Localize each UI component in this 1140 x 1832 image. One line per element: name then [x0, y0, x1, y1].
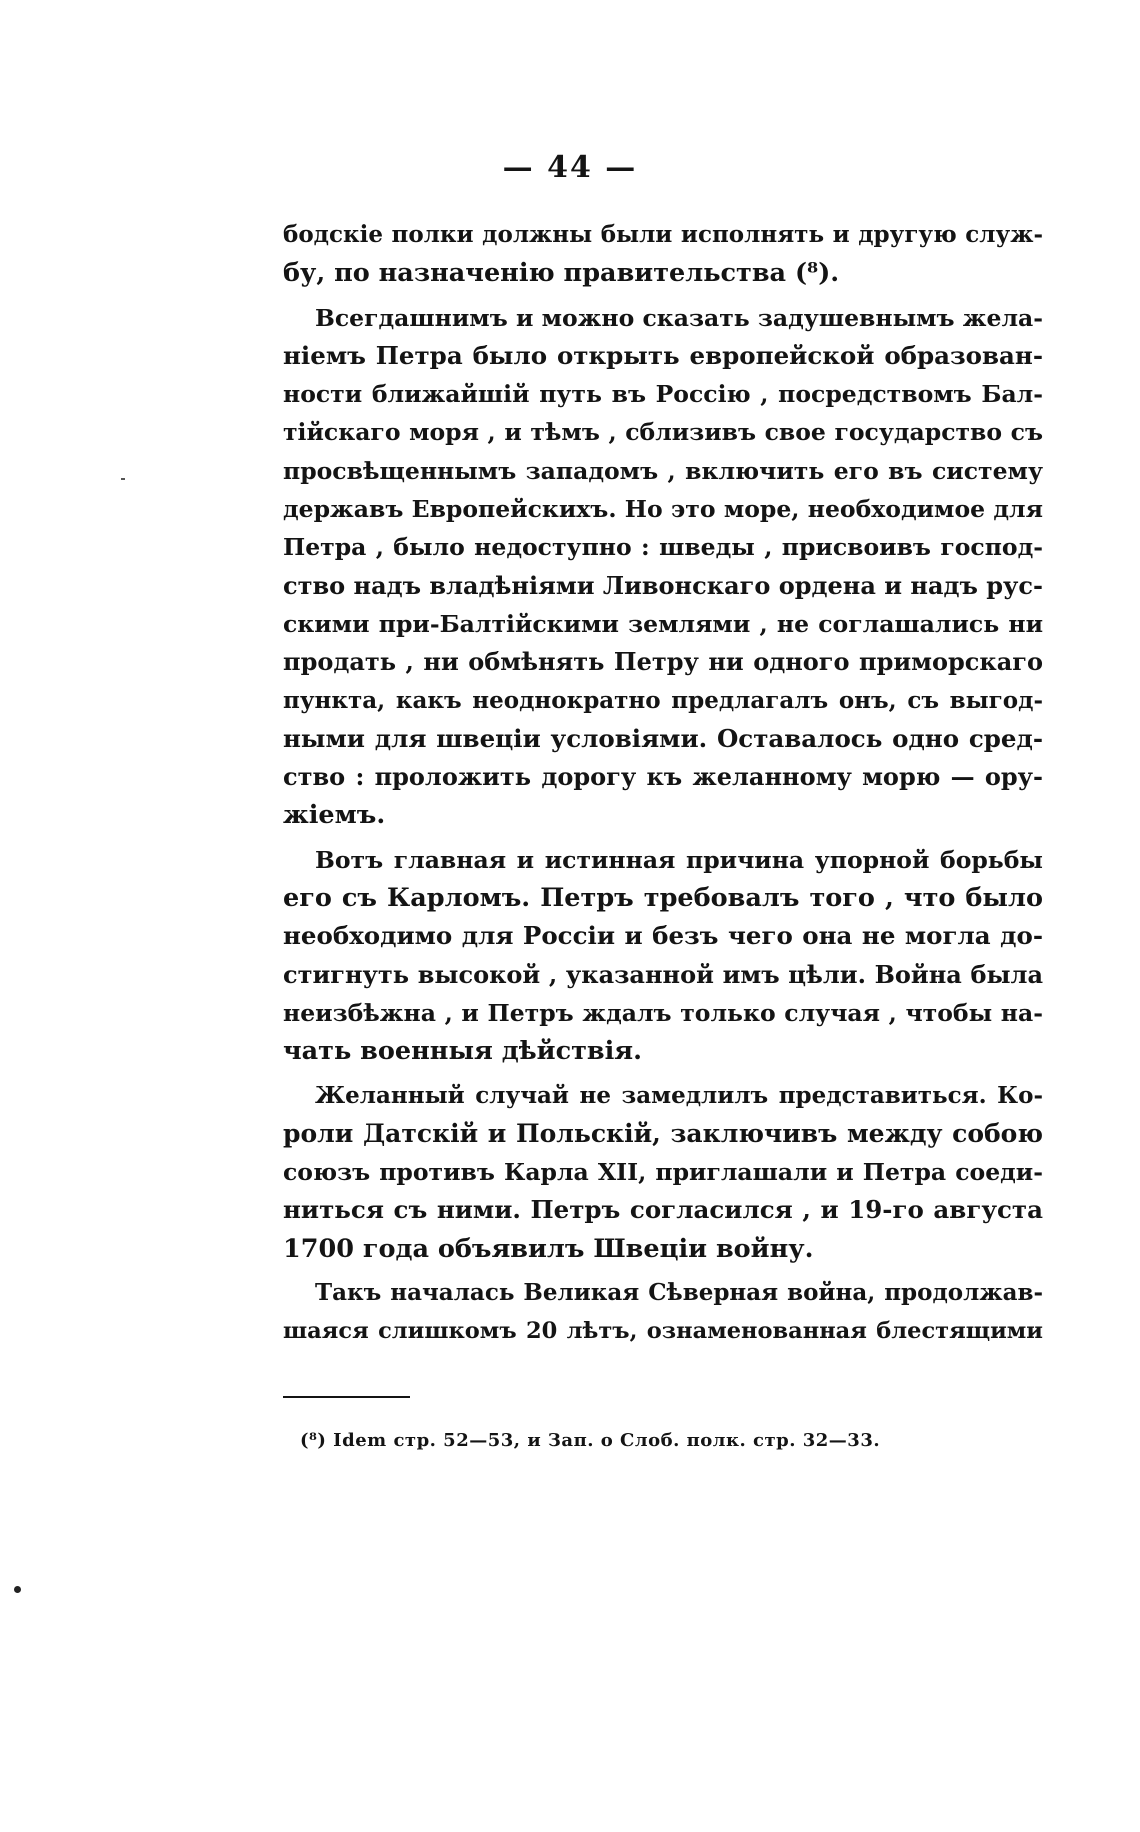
text-line: ство надъ владѣніями Ливонскаго ордена и надъ рус- — [283, 570, 1043, 600]
text-line: державъ Европейскихъ. Но это море, необходимое для — [283, 495, 1043, 524]
text-line: неизбѣжна , и Петръ ждалъ только случая , чтобы на- — [283, 998, 1043, 1027]
text-line: его съ Карломъ. Петръ требовалъ того , что было — [283, 883, 1043, 914]
text-line: ности ближайшій путь въ Россію , посредствомъ Бал- — [283, 380, 1043, 409]
text-line: Желанный случай не замедлилъ представиться. Ко- — [315, 1081, 1043, 1109]
text-line: жіемъ. — [283, 800, 386, 831]
text-line: ніемъ Петра было открыть европейской образован- — [283, 340, 1043, 370]
ink-speck — [14, 1586, 21, 1593]
body-text — [283, 216, 1043, 1351]
text-line: союзъ противъ Карла XII, приглашали и Петра соеди- — [283, 1158, 1043, 1187]
text-line: Всегдашнимъ и можно сказать задушевнымъ жела- — [315, 303, 1043, 332]
text-line: стигнуть высокой , указанной имъ цѣли. Война была — [283, 959, 1043, 989]
text-line: бу, по назначенію правительства (⁸). — [283, 258, 840, 289]
text-line: Петра , было недоступно : шведы , присвоивъ господ- — [283, 533, 1043, 562]
text-line: бодскіе полки должны были исполнять и другую служ- — [283, 221, 1043, 248]
text-line: ство : проложить дорогу къ желанному морю — ору- — [283, 762, 1043, 792]
text-line: ными для швеціи условіями. Оставалось одно сред- — [283, 723, 1043, 753]
text-line: шаяся слишкомъ 20 лѣтъ, ознаменованная блестящими — [283, 1318, 1043, 1345]
text-line: роли Датскій и Польскій, заключивъ между собою — [283, 1118, 1043, 1148]
text-line: Вотъ главная и истинная причина упорной борьбы — [315, 845, 1043, 874]
text-line: 1700 года объявилъ Швеціи войну. — [283, 1233, 814, 1264]
footnote: (⁸) Idem стр. 52—53, и Зап. о Слоб. полк. стр. 32—33. — [300, 1430, 881, 1451]
text-line: чать военныя дѣйствія. — [283, 1036, 643, 1067]
text-line: ниться съ ними. Петръ согласился , и 19-го августа — [283, 1195, 1043, 1225]
text-line: тійскаго моря , и тѣмъ , сблизивъ свое государство съ — [283, 418, 1043, 447]
text-line: продать , ни обмѣнять Петру ни одного приморскаго — [283, 647, 1043, 677]
page-number: — 44 — — [502, 150, 638, 185]
text-line: пункта, какъ неоднократно предлагалъ онъ, съ выгод- — [283, 686, 1043, 714]
text-line: скими при-Балтійскими землями , не соглашались ни — [283, 609, 1043, 638]
text-line: Такъ началась Великая Сѣверная война, продолжав- — [315, 1279, 1043, 1307]
footnote-rule — [283, 1396, 410, 1398]
text-line: просвѣщеннымъ западомъ , включить его въ систему — [283, 456, 1043, 485]
ink-speck — [121, 478, 125, 480]
text-line: необходимо для Россіи и безъ чего она не могла до- — [283, 921, 1043, 951]
